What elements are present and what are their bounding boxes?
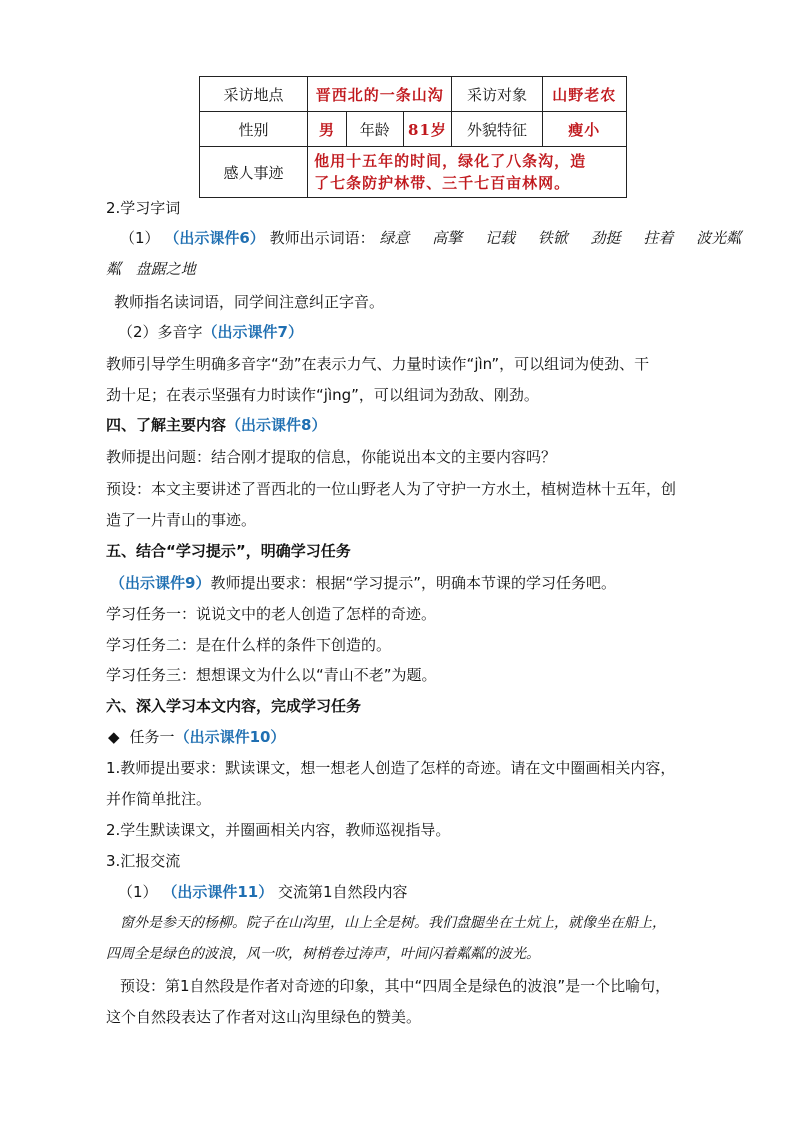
paragraph-text: 教师提出要求：根据“学习提示”，明确本节课的学习任务吧。	[210, 574, 616, 592]
word: 绿意	[379, 229, 410, 247]
diamond-bullet-icon: ◆	[108, 728, 120, 746]
item-label: （2）多音字	[118, 323, 203, 341]
paragraph: 教师指名读词语，同学间注意纠正字音。	[114, 293, 385, 311]
deed-line-2: 了七条防护林带、三千七百亩林网。	[314, 174, 571, 192]
paragraph: 劲十足；在表示坚强有力时读作“jìng”，可以组词为劲敌、刚劲。	[106, 386, 539, 404]
task-item: 学习任务二：是在什么样的条件下创造的。	[106, 636, 392, 654]
word: 波光粼	[696, 229, 742, 247]
task-label: 任务一	[129, 728, 175, 746]
paragraph: 预设：第1自然段是作者对奇迹的印象，其中“四周全是绿色的波浪”是一个比喻句，	[120, 977, 671, 995]
table-cell: 瘦小	[542, 112, 626, 147]
paragraph: 造了一片青山的事迹。	[106, 511, 257, 529]
word: 劲挺	[590, 229, 621, 247]
table-cell: 晋西北的一条山沟	[308, 77, 452, 112]
table-cell: 山野老农	[542, 77, 626, 112]
section-heading: 五、结合“学习提示”，明确学习任务	[106, 542, 351, 560]
section-heading: 六、深入学习本文内容，完成学习任务	[106, 697, 362, 715]
table-cell: 采访对象	[452, 77, 542, 112]
task-heading	[108, 727, 285, 747]
paragraph: 教师提出问题：结合刚才提取的信息，你能说出本文的主要内容吗？	[106, 448, 557, 466]
section-study-words: 2.学习字词	[106, 199, 181, 217]
item-number: （1）	[118, 883, 158, 901]
paragraph: 1.教师提出要求：默读课文，想一想老人创造了怎样的奇迹。请在文中圈画相关内容，	[106, 759, 676, 777]
paragraph: 这个自然段表达了作者对这山沟里绿色的赞美。	[106, 1008, 422, 1026]
word: 高擎	[432, 229, 463, 247]
table-cell: 性别	[200, 112, 308, 147]
paragraph: 并作简单批注。	[106, 790, 212, 808]
word-list	[379, 229, 741, 247]
courseware-cue: （出示课件9）	[110, 574, 211, 592]
words-line-2	[106, 259, 214, 279]
table-row	[200, 112, 627, 147]
interview-table	[199, 76, 627, 198]
paragraph: 3.汇报交流	[106, 852, 181, 870]
table-cell: 外貌特征	[452, 112, 542, 147]
table-cell: 采访地点	[200, 77, 308, 112]
task-item: 学习任务三：想想课文为什么以“青山不老”为题。	[106, 666, 437, 684]
sub-item-text: 交流第1自然段内容	[277, 883, 408, 901]
deed-line-1: 他用十五年的时间，绿化了八条沟，造	[314, 152, 587, 170]
item-number: （1）	[120, 229, 160, 247]
word: 铁锨	[537, 229, 568, 247]
heading-text: 四、了解主要内容	[106, 416, 227, 434]
word: 粼	[106, 260, 122, 278]
table-cell: 感人事迹	[200, 147, 308, 198]
paragraph: 教师引导学生明确多音字“劲”在表示力气、力量时读作“jìn”，可以组词为使劲、干	[106, 355, 650, 373]
table-cell: 81岁	[403, 112, 452, 147]
task-item: 学习任务一：说说文中的老人创造了怎样的奇迹。	[106, 605, 437, 623]
table-cell: 年龄	[346, 112, 403, 147]
courseware-cue: （出示课件7）	[202, 323, 303, 341]
table-row	[200, 77, 627, 112]
table-cell	[308, 147, 627, 198]
word: 盘踞之地	[135, 260, 196, 278]
paragraph	[110, 573, 616, 593]
word: 拄着	[643, 229, 674, 247]
word: 记载	[484, 229, 515, 247]
courseware-cue: （出示课件10）	[174, 728, 286, 746]
section-heading	[106, 415, 326, 435]
paragraph: 预设：本文主要讲述了晋西北的一位山野老人为了守护一方水土，植树造林十五年，创	[106, 480, 677, 498]
courseware-cue: （出示课件6）	[164, 229, 265, 247]
quote-line: 四周全是绿色的波浪，风一吹，树梢卷过涛声，叶间闪着粼粼的波光。	[106, 946, 540, 962]
words-line	[120, 228, 741, 248]
polyphone-heading	[118, 322, 303, 342]
table-cell: 男	[308, 112, 347, 147]
courseware-cue: （出示课件11）	[162, 883, 274, 901]
courseware-cue: （出示课件8）	[226, 416, 327, 434]
sub-item	[118, 882, 408, 902]
quote-line: 窗外是参天的杨柳。院子在山沟里，山上全是树。我们盘腿坐在土炕上，就像坐在船上，	[120, 915, 666, 931]
paragraph: 2.学生默读课文，并圈画相关内容，教师巡视指导。	[106, 821, 451, 839]
table-row	[200, 147, 627, 198]
words-intro: 教师出示词语：	[269, 229, 375, 247]
